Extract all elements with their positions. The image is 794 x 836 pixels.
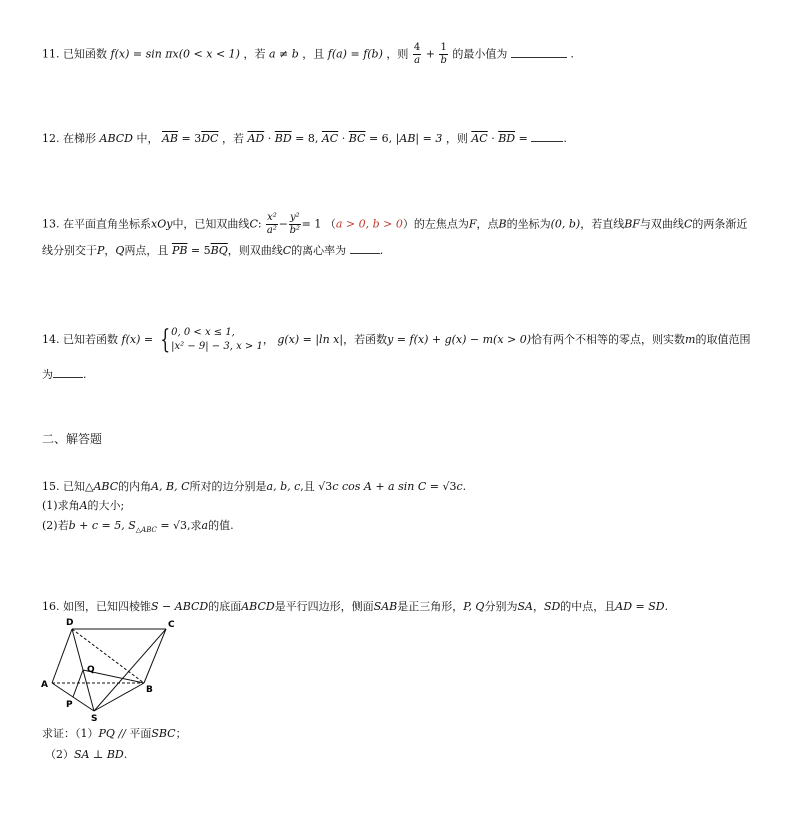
- q15-text: (1)求角: [42, 499, 80, 512]
- q16-text: 平面: [129, 727, 152, 740]
- point-p: P: [97, 244, 105, 257]
- q15-condition: b + c = 5, S: [68, 519, 136, 532]
- q15-text: ,且: [300, 480, 315, 493]
- answer-blank[interactable]: [350, 242, 380, 254]
- q11-number: 11. 已知函数: [42, 47, 107, 61]
- line-bf: BF: [624, 217, 640, 231]
- angle-a: A: [79, 499, 88, 512]
- vector-bd: $\overline{BD}$: [274, 132, 292, 145]
- label-d: D: [66, 618, 74, 628]
- angles: A, B, C: [151, 480, 190, 493]
- q11-condition: a ≠ b: [268, 47, 299, 61]
- vector-bc: $\overline{BC}$: [348, 132, 366, 145]
- q14-text: 的取值范围: [695, 333, 751, 346]
- side-c: c: [456, 480, 463, 493]
- q15-number: 15. 已知: [42, 480, 85, 493]
- q13-text: 的离心率为: [291, 244, 347, 257]
- piecewise-cases: [171, 326, 263, 354]
- q12-text: ，若: [221, 132, 244, 145]
- q13-text: 的坐标为: [506, 217, 551, 231]
- paren: （: [324, 217, 336, 231]
- q13-text: 的左焦点为: [413, 217, 469, 231]
- vector-ad: $\overline{AD}$: [247, 132, 265, 145]
- points-pq: P, Q: [463, 600, 485, 613]
- q13-text: ，: [104, 244, 116, 257]
- label-s: S: [91, 714, 98, 724]
- base-abcd: ABCD: [241, 600, 275, 613]
- q13-text: ，则双曲线: [227, 244, 283, 257]
- q15-text: 的值.: [208, 519, 234, 532]
- question-14-line-2: [42, 366, 87, 383]
- period: .: [379, 244, 384, 257]
- q16-text: 的底面: [208, 600, 242, 613]
- plane-sbc: SBC: [151, 727, 176, 740]
- vector-ac: $\overline{AC}$: [321, 132, 339, 145]
- q16-text: （2）: [45, 748, 74, 761]
- curve-c: C: [683, 217, 693, 231]
- q13-text: 线分别交于: [42, 244, 97, 257]
- question-16-proof-1: [42, 726, 187, 742]
- fraction-x2-a2: $\frac{\text{x²}}{\text{a²}}$: [266, 212, 277, 236]
- function-y: y = f(x) + g(x) − m(x > 0): [387, 333, 532, 346]
- abs-ab: |AB| = 3: [395, 132, 443, 145]
- q13-text: 13. 在平面直角坐标系: [42, 217, 151, 231]
- question-13-line-2: [42, 242, 383, 259]
- plus-sign: +: [425, 47, 435, 61]
- period: .: [664, 600, 669, 613]
- q16-text: 求证：（1）: [42, 727, 99, 740]
- sa-perp-bd: SA ⊥ BD: [74, 748, 124, 761]
- minus-sign: −: [278, 217, 288, 231]
- period: .: [123, 748, 128, 761]
- vector-dc: $\overline{DC}$: [201, 132, 219, 145]
- vector-bq: $\overline{BQ}$: [210, 244, 228, 257]
- q15-text: 所对的边分别是: [189, 480, 267, 493]
- q13-text: 中，已知双曲线: [172, 217, 250, 231]
- vector-bd: $\overline{BD}$: [498, 132, 516, 145]
- coordinate: (0, b): [550, 217, 581, 231]
- q14-text: ，若函数: [343, 333, 388, 346]
- q15-text: ,求: [187, 519, 202, 532]
- dot: ·: [487, 132, 499, 145]
- vector-pb: $\overline{PB}$: [171, 244, 188, 257]
- question-15-part-2: [42, 518, 234, 538]
- q12-text: = 3: [178, 132, 202, 145]
- question-15: [42, 479, 466, 495]
- pyramid-figure: [36, 615, 186, 727]
- answer-blank[interactable]: [53, 366, 83, 378]
- curve-c: C: [249, 217, 258, 231]
- q16-text: 分别为: [484, 600, 518, 613]
- q11-text: ，若: [243, 47, 266, 61]
- q15-text: 的大小;: [87, 499, 125, 512]
- g-of-x: g(x) = |ln x|: [277, 333, 344, 346]
- period: .: [462, 480, 467, 493]
- equals-one: = 1: [301, 217, 322, 231]
- ad-equals-sd: AD = SD: [615, 600, 665, 613]
- subscript: △ABC: [135, 526, 157, 535]
- q16-text: ，: [532, 600, 544, 613]
- paren: ）: [402, 217, 414, 231]
- q12-text: = 8,: [291, 132, 319, 145]
- q14-text: 恰有两个不相等的零点，则实数: [531, 333, 686, 346]
- dot: ·: [264, 132, 275, 145]
- side-a: a: [201, 519, 209, 532]
- question-15-part-1: [42, 498, 124, 514]
- answer-blank[interactable]: [511, 46, 567, 58]
- vector-ac: $\overline{AC}$: [471, 132, 488, 145]
- comma: ，: [262, 333, 274, 346]
- question-16: [42, 599, 668, 615]
- question-11: [42, 42, 574, 67]
- period: .: [570, 47, 574, 61]
- q12-text: ，则: [445, 132, 468, 145]
- edge-cs: [94, 629, 166, 711]
- edge-bs: [94, 683, 144, 711]
- label-a: A: [41, 680, 48, 690]
- q11-function: f(x) = sin πx(0 < x < 1): [110, 47, 240, 61]
- question-13-line-1: [42, 212, 747, 237]
- vector-ab: $\overline{AB}$: [161, 132, 178, 145]
- q12-text: 中，: [136, 132, 159, 145]
- period: .: [83, 368, 87, 381]
- edge-da: [52, 629, 72, 683]
- q11-text: 的最小值为: [452, 47, 508, 61]
- fraction-1-over-b: $\frac{1}{b}$: [440, 42, 447, 66]
- q12-number: 12. 在梯形: [42, 132, 96, 145]
- q13-text: 两点，且: [124, 244, 169, 257]
- question-14-line-1: [42, 325, 750, 355]
- q15-equation: c cos A + a sin C =: [332, 480, 443, 493]
- case-2: |x² − 9| − 3, x > 1: [171, 341, 263, 352]
- triangle-abc: △ABC: [85, 480, 119, 493]
- q13-text: ，点: [476, 217, 499, 231]
- colon: :: [257, 217, 262, 231]
- sqrt-3: √3: [318, 480, 333, 493]
- edge-sa: SA: [517, 600, 533, 613]
- pyramid: S − ABCD: [151, 600, 209, 613]
- q15-text: 的内角: [118, 480, 152, 493]
- q11-text: ，则: [386, 47, 409, 61]
- face-sab: SAB: [373, 600, 398, 613]
- dot: ·: [338, 132, 349, 145]
- answer-blank[interactable]: [531, 130, 563, 142]
- q14-number: 14. 已知若函数: [42, 333, 118, 346]
- q13-text: 与双曲线: [639, 217, 684, 231]
- sqrt-3: √3: [442, 480, 457, 493]
- q12-text: =: [515, 132, 528, 145]
- q16-number: 16. 如图，已知四棱锥: [42, 600, 151, 613]
- q13-text: ，若直线: [580, 217, 625, 231]
- variable-m: m: [685, 333, 696, 346]
- question-16-proof-2: [45, 747, 127, 763]
- q13-text: 的两条渐近: [692, 217, 748, 231]
- case-1: 0, 0 < x ≤ 1,: [171, 327, 235, 338]
- trapezoid-name: ABCD: [99, 132, 133, 145]
- sides: a, b, c: [266, 480, 301, 493]
- edge-sd: SD: [543, 600, 561, 613]
- label-c: C: [168, 620, 175, 630]
- label-p: P: [66, 700, 73, 710]
- hyperbola-condition: a > 0, b > 0: [335, 217, 403, 231]
- fraction-y2-b2: $\frac{\text{y²}}{\text{b²}}$: [289, 212, 300, 236]
- q13-text: = 5: [187, 244, 211, 257]
- q15-text: (2)若: [42, 519, 69, 532]
- q16-text: 是平行四边形，侧面: [274, 600, 374, 613]
- point-f: F: [468, 217, 477, 231]
- curve-c: C: [282, 244, 292, 257]
- section-title: 二、解答题: [42, 432, 103, 446]
- f-of-x: f(x) =: [121, 333, 154, 346]
- xoy: xOy: [151, 217, 173, 231]
- label-q: Q: [87, 665, 95, 675]
- q16-text: 的中点，且: [560, 600, 616, 613]
- fraction-4-over-a: $\frac{4}{a}$: [413, 42, 421, 66]
- q16-text: 是正三角形，: [397, 600, 464, 613]
- q14-text: 为: [42, 368, 53, 381]
- pq-parallel: PQ //: [98, 727, 130, 740]
- q11-text: ，且: [302, 47, 325, 61]
- left-brace: {: [159, 325, 170, 355]
- label-b: B: [146, 685, 153, 695]
- q11-equation: f(a) = f(b): [327, 47, 383, 61]
- question-12: [42, 130, 567, 147]
- edge-cb: [144, 629, 166, 683]
- q12-text: = 6,: [365, 132, 393, 145]
- point-q: Q: [115, 244, 125, 257]
- point-b: B: [498, 217, 507, 231]
- q15-equation: = √3: [156, 519, 188, 532]
- period: .: [563, 132, 567, 145]
- semicolon: ；: [175, 727, 187, 740]
